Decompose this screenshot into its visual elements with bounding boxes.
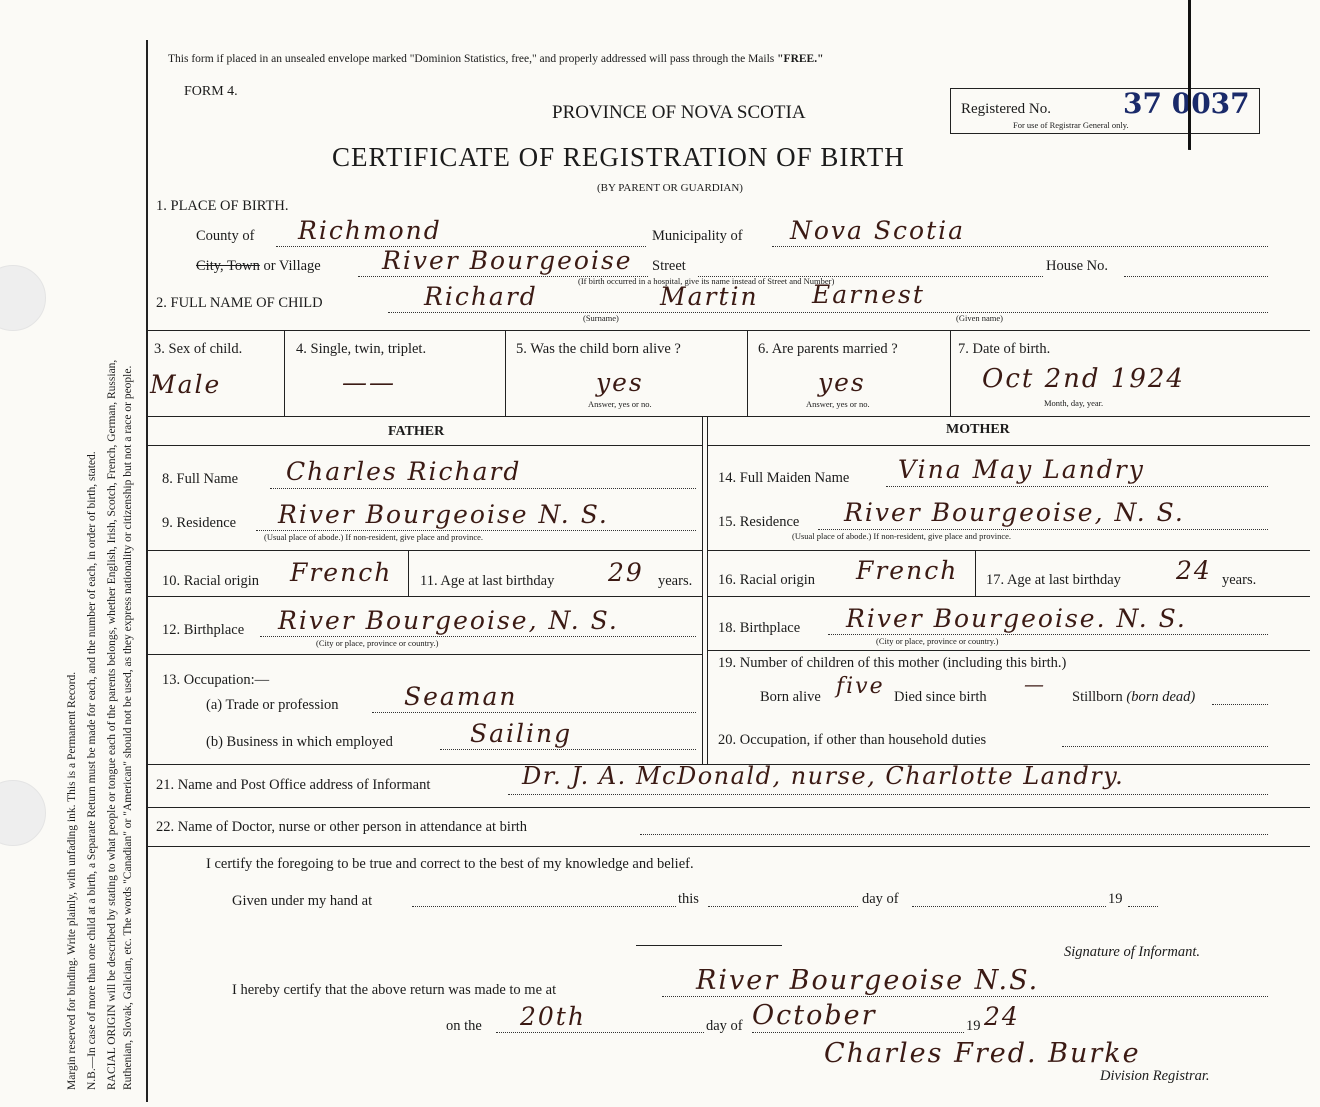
registrar-year-label: 19	[966, 1018, 981, 1034]
parents-divider	[702, 416, 703, 764]
registrar-statement: I hereby certify that the above return was made to me at	[232, 982, 557, 998]
mother-birthplace-label: 18. Birthplace	[718, 620, 801, 636]
municipality-value: Nova Scotia	[790, 216, 966, 245]
parents-divider-inner	[707, 416, 708, 764]
registrar-year-value: 24	[984, 1002, 1020, 1031]
mother-age-label: 17. Age at last birthday	[986, 572, 1121, 588]
born-alive-value: yes	[596, 368, 644, 397]
registrar-use-note: For use of Registrar General only.	[1013, 120, 1129, 130]
father-birthplace-note: (City or place, province or country.)	[316, 638, 439, 648]
married-value: yes	[818, 368, 866, 397]
father-name-value: Charles Richard	[286, 457, 522, 486]
mother-residence-note: (Usual place of abode.) If non-resident, give place and province.	[792, 531, 1012, 541]
registrar-month-line	[752, 1032, 964, 1033]
born-alive-question: 5. Was the child born alive ?	[516, 341, 681, 357]
father-occupation-label: 13. Occupation:—	[162, 672, 270, 688]
given-place-line	[412, 906, 676, 907]
registrar-place-line	[662, 996, 1268, 997]
registrar-day-of-label: day of	[706, 1018, 743, 1034]
father-age-value: 29	[608, 558, 644, 587]
father-business-value: Sailing	[470, 719, 573, 748]
father-residence-note: (Usual place of abode.) If non-resident, give place and province.	[264, 532, 484, 542]
mother-name-value: Vina May Landry	[898, 455, 1145, 484]
father-birthplace-label: 12. Birthplace	[162, 622, 245, 638]
father-trade-label: (a) Trade or profession	[206, 697, 339, 713]
certify-year-label: 19	[1108, 891, 1123, 907]
province-title: PROVINCE OF NOVA SCOTIA	[552, 102, 806, 123]
father-racial-label: 10. Racial origin	[162, 573, 260, 589]
mother-occupation-label: 20. Occupation, if other than household duties	[718, 732, 987, 748]
mother-birthplace-line	[828, 634, 1268, 635]
father-business-line	[440, 749, 696, 750]
father-residence-line	[256, 530, 696, 531]
street-note: (If birth occurred in a hospital, give its name instead of Street and Number)	[578, 276, 835, 286]
registrar-signature: Charles Fred. Burke	[824, 1038, 1141, 1069]
father-divider-2	[146, 596, 702, 597]
registrar-on-the-label: on the	[446, 1018, 482, 1034]
died-since-birth-value: —	[1024, 672, 1046, 696]
certify-year-line	[1128, 906, 1158, 907]
married-note: Answer, yes or no.	[806, 399, 870, 409]
margin-racial-note-1: RACIAL ORIGIN will be described by stating to what people or tongue each of the parents belongs, whether English, Irish, Scotch, French, German, Russian,	[106, 359, 118, 1090]
father-divider-3	[146, 654, 702, 655]
municipality-line	[772, 246, 1268, 247]
father-racial-value: French	[290, 558, 393, 587]
binding-hole-top	[0, 265, 46, 331]
mother-residence-value: River Bourgeoise, N. S.	[844, 498, 1185, 527]
mother-heading: MOTHER	[946, 422, 1010, 437]
informant-line	[508, 794, 1268, 795]
registrar-day-line	[496, 1032, 704, 1033]
sex-label: 3. Sex of child.	[154, 341, 243, 357]
mother-occupation-line	[1062, 746, 1268, 747]
given-under-hand-label: Given under my hand at	[232, 893, 373, 909]
born-alive-label: Born alive	[760, 689, 821, 705]
father-residence-value: River Bourgeoise N. S.	[278, 500, 609, 529]
informant-signature-line	[636, 945, 782, 946]
divider-col3	[747, 330, 748, 416]
city-label: City, Town or Village	[196, 258, 321, 274]
father-divider-1	[146, 550, 702, 551]
date-of-birth-label: 7. Date of birth.	[958, 341, 1051, 357]
mother-residence-line	[818, 529, 1268, 530]
mother-residence-label: 15. Residence	[718, 514, 800, 530]
doctor-label: 22. Name of Doctor, nurse or other person in attendance at birth	[156, 819, 528, 835]
child-given-name-2: Earnest	[812, 280, 925, 309]
single-label: 4. Single, twin, triplet.	[296, 341, 427, 357]
single-value: ——	[342, 368, 396, 397]
given-name-note: (Given name)	[956, 313, 1003, 323]
divider-col1	[284, 330, 285, 416]
county-label: County of	[196, 228, 255, 244]
child-surname: Richard	[424, 282, 538, 311]
mother-birthplace-note: (City or place, province or country.)	[876, 636, 999, 646]
father-age-label: 11. Age at last birthday	[420, 573, 555, 589]
born-alive-note: Answer, yes or no.	[588, 399, 652, 409]
mother-racial-divider	[975, 550, 976, 596]
father-birthplace-value: River Bourgeoise, N. S.	[278, 606, 619, 635]
binding-hole-bottom	[0, 780, 46, 846]
margin-binding-note: Margin reserved for binding. Write plainly, with unfading ink. This is a Permanent Record.	[66, 671, 78, 1090]
surname-note: (Surname)	[583, 313, 619, 323]
informant-value: Dr. J. A. McDonald, nurse, Charlotte Landry.	[522, 762, 1125, 790]
mother-racial-label: 16. Racial origin	[718, 572, 816, 588]
informant-signature-label: Signature of Informant.	[1064, 944, 1201, 960]
father-name-line	[270, 488, 696, 489]
mother-birthplace-value: River Bourgeoise. N. S.	[846, 604, 1187, 633]
father-trade-value: Seaman	[404, 682, 518, 711]
house-number-line	[1124, 276, 1268, 277]
divider-col4	[950, 330, 951, 416]
father-residence-label: 9. Residence	[162, 515, 237, 531]
child-name-label: 2. FULL NAME OF CHILD	[156, 295, 323, 311]
father-business-label: (b) Business in which employed	[206, 734, 393, 750]
divider-row3-top	[146, 330, 1310, 331]
certify-day-line	[708, 906, 858, 907]
child-name-line	[388, 312, 1268, 313]
ink-stroke	[1158, 0, 1191, 150]
father-birthplace-line	[260, 636, 696, 637]
form-number: FORM 4.	[184, 84, 238, 99]
margin-nb-note: N.B.—In case of more than one child at a birth, a Separate Return must be made for each, and the number of each, in order of birth, stated.	[86, 451, 98, 1090]
mother-name-line	[886, 486, 1268, 487]
divider-row3-bottom	[146, 416, 1310, 417]
mother-heading-line	[707, 445, 1310, 446]
margin-racial-note-2: Ruthenian, Slovak, Galician, etc. The words "Canadian" or "American" should not be used, as they express nationality or citizenship but not a race or people.	[122, 365, 134, 1090]
mail-note: This form if placed in an unsealed envelope marked "Dominion Statistics, free," and properly addressed will pass through the Mails "FREE."	[168, 53, 824, 65]
born-alive-count: five	[836, 674, 885, 699]
certificate-subtitle: (BY PARENT OR GUARDIAN)	[597, 182, 743, 194]
informant-label: 21. Name and Post Office address of Informant	[156, 777, 431, 793]
municipality-label: Municipality of	[652, 228, 743, 244]
divider-col2	[505, 330, 506, 416]
child-given-name-1: Martin	[660, 282, 759, 311]
mother-divider-1	[707, 550, 1310, 551]
married-question: 6. Are parents married ?	[758, 341, 898, 357]
house-number-label: House No.	[1046, 258, 1109, 274]
stillborn-label: Stillborn (born dead)	[1072, 689, 1196, 705]
father-age-years: years.	[658, 573, 693, 589]
registrar-day-value: 20th	[520, 1002, 586, 1031]
stillborn-line	[1212, 704, 1268, 705]
doctor-line	[640, 834, 1268, 835]
date-of-birth-note: Month, day, year.	[1044, 398, 1104, 408]
registered-value: 37 0037	[1123, 87, 1250, 120]
sex-value: Male	[150, 370, 222, 399]
registered-label: Registered No.	[961, 101, 1051, 117]
date-of-birth-value: Oct 2nd 1924	[982, 364, 1185, 394]
mother-racial-value: French	[856, 556, 959, 585]
died-since-birth-label: Died since birth	[894, 689, 987, 705]
registered-box	[950, 88, 1260, 134]
certify-statement: I certify the foregoing to be true and correct to the best of my knowledge and belief.	[206, 856, 694, 872]
certify-this-label: this	[678, 891, 699, 907]
certify-day-of-label: day of	[862, 891, 899, 907]
street-label: Street	[652, 258, 686, 274]
mother-age-years: years.	[1222, 572, 1257, 588]
father-racial-divider	[408, 550, 409, 596]
father-trade-line	[372, 712, 696, 713]
registrar-month-value: October	[752, 1000, 877, 1031]
father-name-label: 8. Full Name	[162, 471, 239, 487]
mother-age-value: 24	[1176, 556, 1212, 585]
father-heading-line	[146, 445, 702, 446]
mother-children-label: 19. Number of children of this mother (including this birth.)	[718, 655, 1067, 671]
mother-name-label: 14. Full Maiden Name	[718, 470, 850, 486]
county-value: Richmond	[298, 216, 442, 245]
village-value: River Bourgeoise	[382, 246, 633, 275]
mother-divider-3	[707, 650, 1310, 651]
certify-month-line	[912, 906, 1106, 907]
certificate-title: CERTIFICATE OF REGISTRATION OF BIRTH	[332, 142, 905, 172]
divider-22-top	[146, 807, 1310, 808]
mother-divider-2	[707, 596, 1310, 597]
place-of-birth-label: 1. PLACE OF BIRTH.	[156, 198, 289, 214]
divider-certify-top	[146, 846, 1310, 847]
division-registrar-label: Division Registrar.	[1100, 1068, 1210, 1084]
registrar-place-value: River Bourgeoise N.S.	[696, 965, 1040, 996]
father-heading: FATHER	[388, 424, 445, 439]
